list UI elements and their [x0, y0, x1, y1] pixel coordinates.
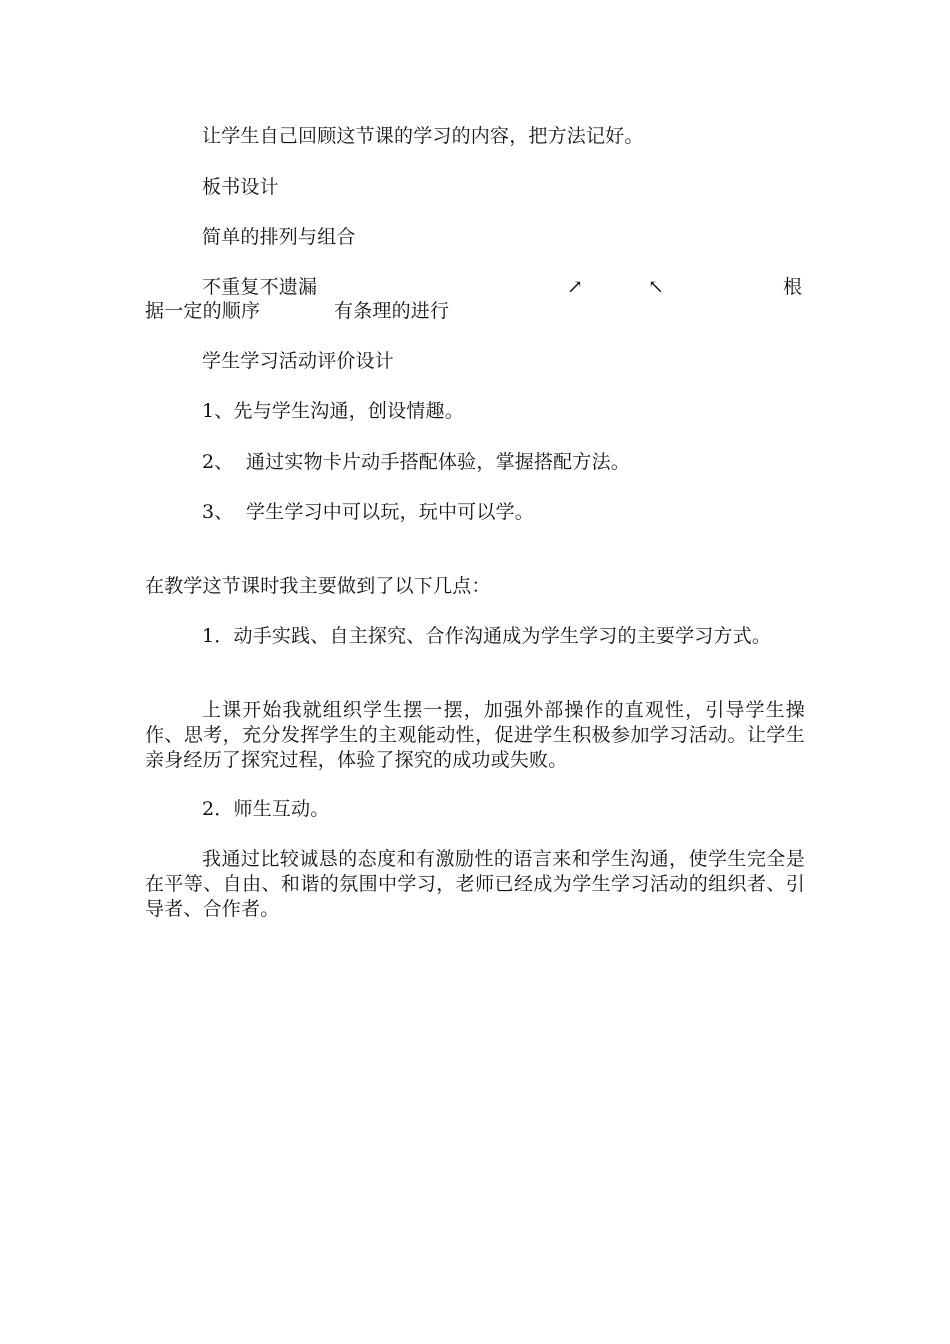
reflection-intro: 在教学这节课时我主要做到了以下几点： — [145, 575, 491, 597]
point1-body: 上课开始我就组织学生摆一摆，加强外部操作的直观性，引导学生操作、思考，充分发挥学生的主观能动性，促进学生积极参加学习活动。让学生亲身经历了探究过程，体验了探究的成功或失败。 — [145, 699, 805, 771]
point2-body: 我通过比较诚恳的态度和有激励性的语言来和学生沟通，使学生完全是在平等、自由、和谐的氛围中学习，老师已经成为学生学习活动的组织者、引导者、合作者。 — [145, 848, 805, 920]
eval-item: 3、 学生学习中可以玩，玩中可以学。 — [202, 501, 534, 523]
board-second-line-b: 有条理的进行 — [334, 300, 450, 322]
eval-item: 1、先与学生沟通，创设情趣。 — [202, 400, 464, 422]
point1-title: 1．动手实践、自主探究、合作沟通成为学生学习的主要学习方式。 — [202, 625, 772, 647]
board-heading: 板书设计 — [202, 176, 279, 198]
arrow-up-left-icon: ↖ — [648, 276, 664, 298]
board-second-line-a: 据一定的顺序 — [145, 300, 261, 322]
eval-heading: 学生学习活动评价设计 — [202, 350, 395, 372]
board-left-text: 不重复不遗漏 — [202, 276, 318, 298]
arrow-up-right-icon: ↗ — [567, 276, 583, 298]
eval-item: 2、 通过实物卡片动手搭配体验，掌握搭配方法。 — [202, 451, 630, 473]
board-title: 简单的排列与组合 — [202, 226, 356, 248]
board-right-char: 根 — [783, 276, 803, 298]
review-line: 让学生自己回顾这节课的学习的内容，把方法记好。 — [202, 125, 644, 147]
point2-title: 2．师生互动。 — [202, 798, 330, 820]
